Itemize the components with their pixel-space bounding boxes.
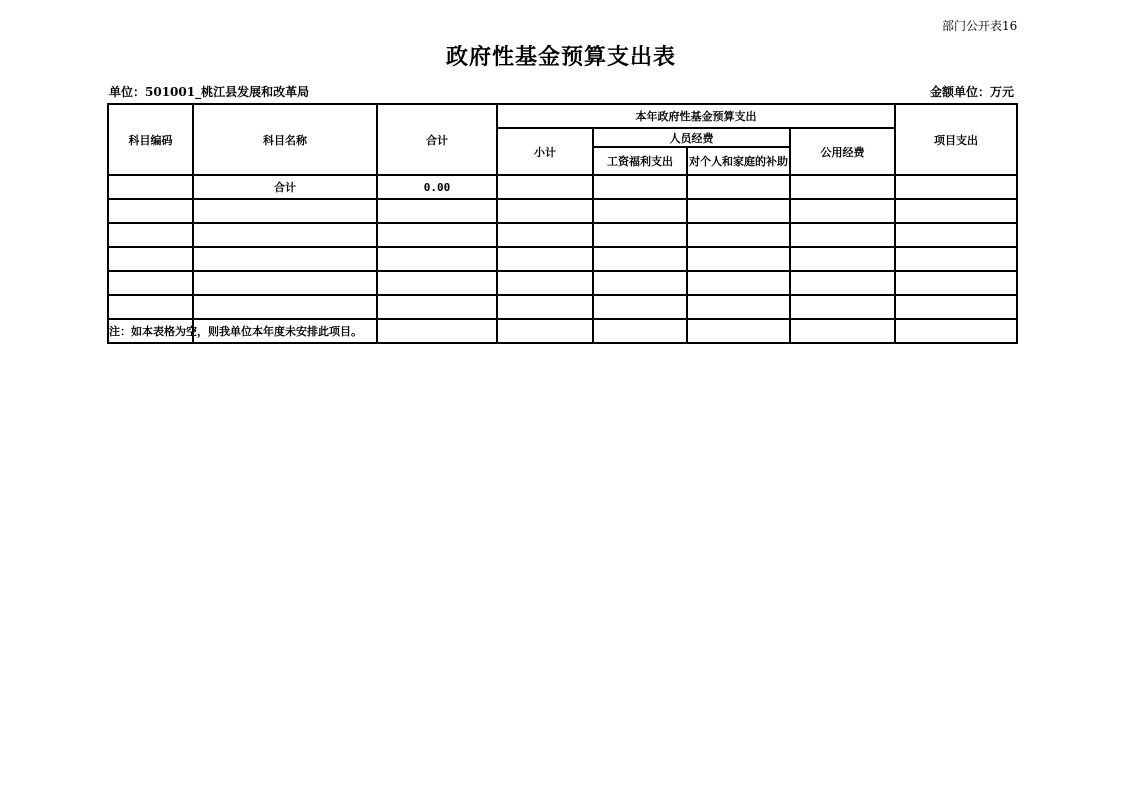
table-row — [108, 199, 1017, 223]
header-name: 科目名称 — [193, 104, 377, 175]
header-public: 公用经费 — [790, 128, 895, 175]
table-row — [108, 295, 1017, 319]
header-subsidy: 对个人和家庭的补助 — [687, 147, 790, 175]
table-cell — [593, 175, 687, 199]
header-personnel: 人员经费 — [593, 128, 790, 147]
table-cell — [108, 175, 193, 199]
table-cell — [687, 175, 790, 199]
total-row — [108, 175, 1017, 199]
header-subtotal: 小计 — [497, 128, 593, 175]
header-total: 合计 — [377, 104, 497, 175]
header-project: 项目支出 — [895, 104, 1017, 175]
department-unit-label: 单位：501001_桃江县发展和改革局 — [109, 85, 310, 99]
table-row — [108, 247, 1017, 271]
table-row — [108, 223, 1017, 247]
table-cell — [895, 175, 1017, 199]
table-note: 注：如本表格为空，则我单位本年度未安排此项目。 — [108, 319, 193, 343]
total-row-name: 合计 — [193, 175, 377, 199]
table-cell — [497, 175, 593, 199]
table-number-label: 部门公开表16 — [942, 19, 1018, 33]
total-row-amount: 0.00 — [377, 175, 497, 199]
table-row — [108, 271, 1017, 295]
note-row — [108, 319, 1017, 343]
amount-unit-label: 金额单位：万元 — [930, 85, 1015, 99]
page-title: 政府性基金预算支出表 — [445, 44, 676, 70]
header-code: 科目编码 — [108, 104, 193, 175]
table-cell — [790, 175, 895, 199]
header-salary: 工资福利支出 — [593, 147, 687, 175]
header-group: 本年政府性基金预算支出 — [497, 104, 895, 128]
budget-table — [107, 103, 1018, 344]
